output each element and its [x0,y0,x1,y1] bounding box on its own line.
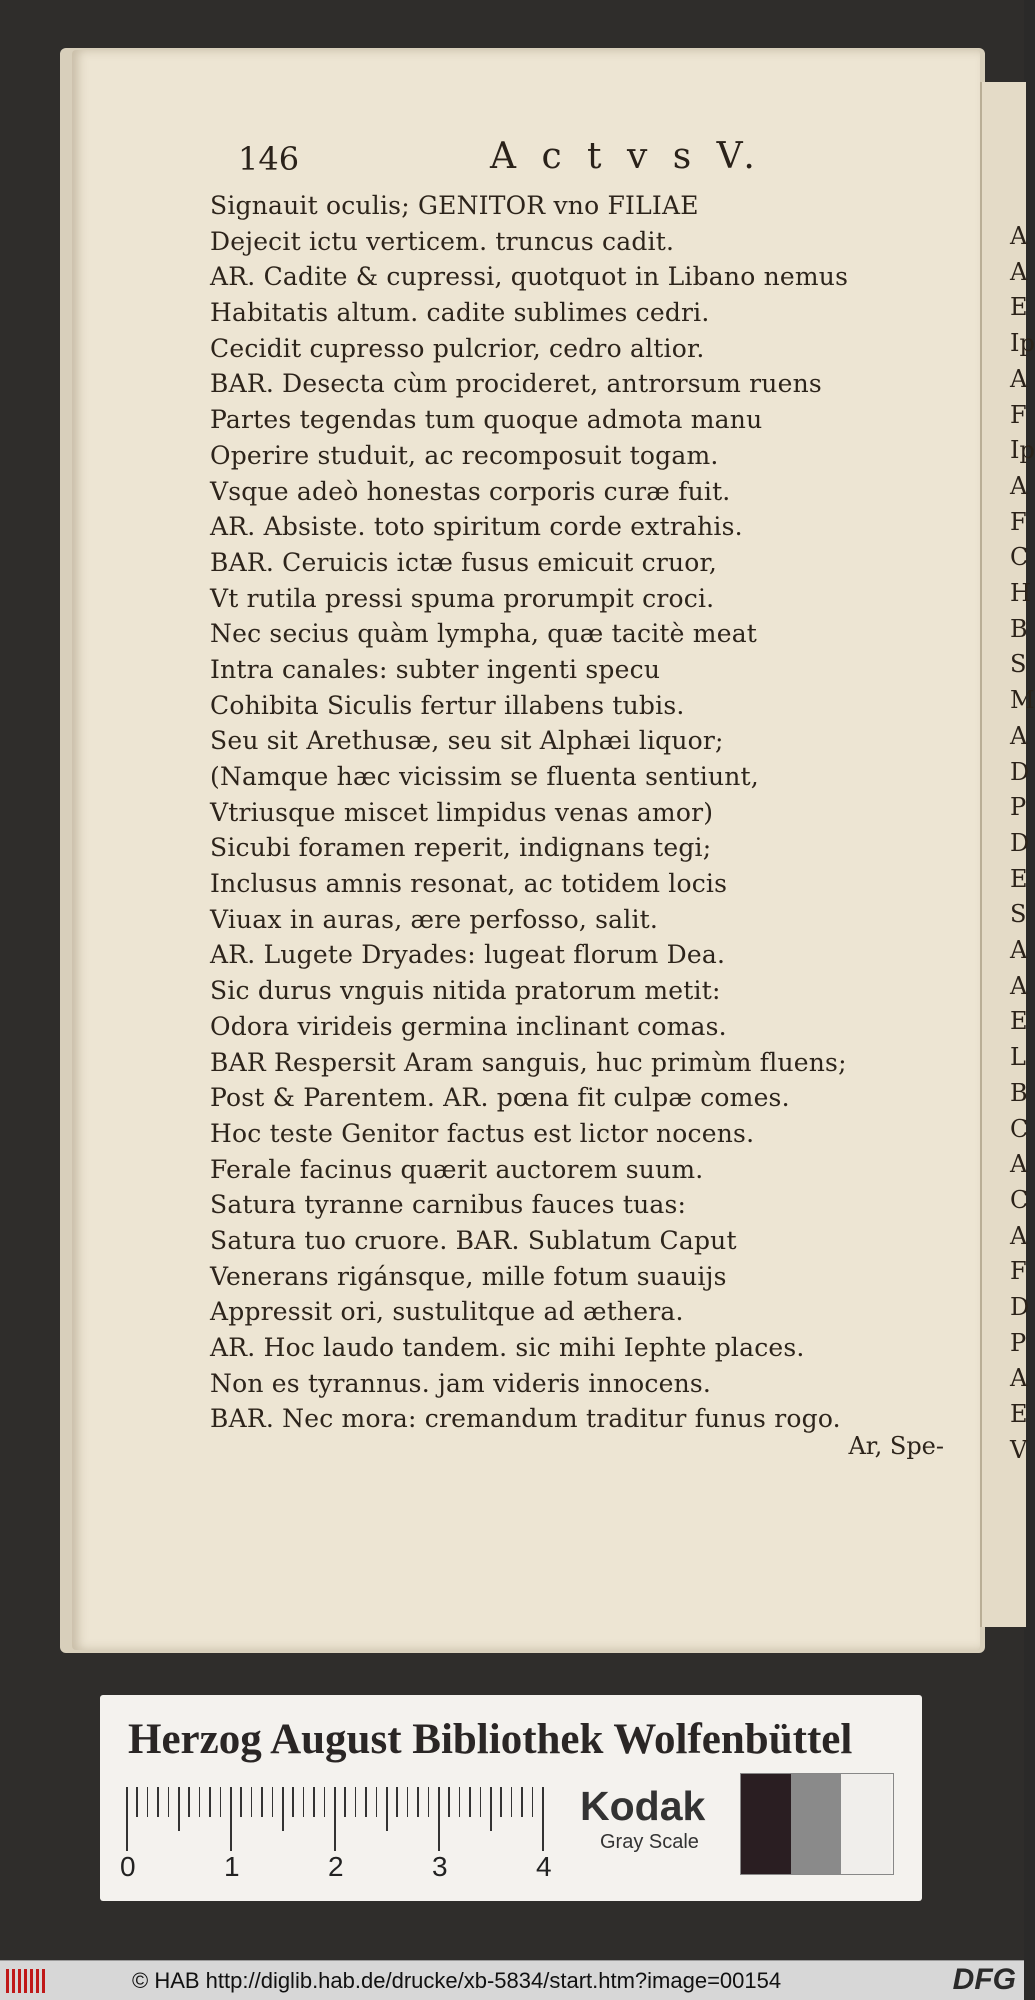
ruler-tick [157,1787,159,1817]
verse-line: Satura tyranne carnibus fauces tuas: [210,1190,687,1220]
verse-line: AR. Lugete Dryades: lugeat florum Dea. [210,940,726,970]
ruler-tick [147,1787,149,1817]
verse-line: Operire studuit, ac recomposuit togam. [210,440,719,470]
facing-page-letter: S [1010,650,1027,679]
ruler-tick [178,1787,180,1831]
facing-page-letter: F [1010,400,1027,429]
verse-line: BAR. Nec mora: cremandum traditur funus rogo. [210,1404,841,1434]
ruler-number: 4 [536,1851,552,1882]
ruler-tick [500,1787,502,1817]
verse-line: Seu sit Arethusæ, seu sit Alphæi liquor; [210,726,724,756]
dfg-logo: DFG [952,1963,1016,1996]
facing-page-letter: D [1010,757,1030,786]
ruler-tick [355,1787,357,1817]
facing-page-letter: B [1010,1078,1028,1107]
ruler-tick [261,1787,263,1817]
ruler-tick [313,1787,315,1817]
facing-page-letter: D [1010,1293,1030,1321]
verse-line: Satura tuo cruore. BAR. Sublatum Caput [210,1225,737,1255]
facing-page-letter: D [1010,828,1030,857]
verse-line: Cohibita Siculis fertur illabens tubis. [210,690,685,720]
color-reference-card [100,1695,922,1901]
verse-line: (Namque hæc vicissim se fluenta sentiunt, [210,762,759,791]
facing-page-letter: C [1010,1114,1029,1143]
hab-logo-icon [6,1969,46,1993]
facing-page-letter: A [1010,936,1028,964]
gray-patch [741,1774,791,1874]
ruler-tick [324,1787,326,1817]
act-title: A c t v s V. [490,136,762,177]
facing-page-letter: E [1010,1007,1028,1036]
facing-page-letter: B [1010,614,1028,643]
ruler-tick [188,1787,190,1817]
ruler-tick [459,1787,461,1817]
running-head [160,136,860,186]
facing-page-letter: M [1010,686,1035,715]
facing-page-letter: E [1010,1400,1028,1429]
ruler-tick [469,1787,471,1817]
facing-page-letter: F [1010,507,1027,536]
verse-line: Non es tyrannus. jam videris innocens. [210,1368,712,1398]
library-name: Herzog August Bibliothek Wolfenbüttel [128,1716,853,1763]
ruler-tick [303,1787,305,1817]
facing-page-letter: H [1010,579,1031,607]
facing-page-letter: C [1010,543,1029,572]
ruler-number: 3 [432,1851,448,1882]
ruler-tick [532,1787,534,1817]
facing-page-letter: A [1010,471,1028,500]
ruler-tick [272,1787,274,1817]
ruler-tick [240,1787,242,1817]
ruler-number: 2 [328,1851,344,1882]
verse-line: Sic durus vnguis nitida pratorum metit: [210,976,721,1006]
ruler-tick [428,1787,430,1817]
verse-line: AR. Cadite & cupressi, quotquot in Libano nemus [210,262,849,292]
ruler-tick [521,1787,523,1817]
verse-text [210,188,950,1437]
facing-page-letter: S [1010,900,1027,929]
verse-line: Viuax in auras, ære perfosso, salit. [210,904,659,934]
verse-line: Ferale facinus quærit auctorem suum. [210,1154,704,1184]
verse-line: BAR. Ceruicis ictæ fusus emicuit cruor, [210,547,718,577]
verse-line: AR. Hoc laudo tandem. sic mihi Iephte places. [210,1333,805,1362]
ruler-tick [251,1787,253,1817]
facing-page-letter: V [1010,1435,1028,1464]
verse-line: Signauit oculis; GENITOR vno FILIAE [210,191,699,220]
ruler-tick [480,1787,482,1817]
verse-line: Nec secius quàm lympha, quæ tacitè meat [210,619,758,649]
ruler-number: 1 [224,1851,240,1882]
gray-scale-patches [740,1773,894,1875]
verse-line: Post & Parentem. AR. pœna fit culpæ comes. [210,1083,790,1113]
verse-line: BAR. Desecta cùm procideret, antrorsum ruens [210,369,822,399]
verse-line: Intra canales: subter ingenti specu [210,654,661,684]
footer-bar [0,1960,1024,2000]
facing-page-letter: A [1010,222,1028,250]
kodak-brand: Kodak [580,1783,706,1829]
ruler-tick [386,1787,388,1831]
ruler-tick [511,1787,513,1817]
gray-patch [841,1774,891,1874]
ruler-tick [220,1787,222,1817]
facing-page-letter: A [1010,1364,1028,1393]
facing-page-letter: A [1010,1221,1028,1250]
ruler-number: 0 [120,1851,136,1882]
ruler-tick [396,1787,398,1817]
ruler-tick [376,1787,378,1817]
facing-page-letter: A [1010,971,1028,1000]
verse-line: BAR Respersit Aram sanguis, huc primùm fluens; [210,1047,847,1077]
facing-page-letter: P [1010,793,1027,822]
facing-page-letter: P [1010,1328,1027,1357]
verse-line: Hoc teste Genitor factus est lictor nocens. [210,1118,755,1148]
verse-line: Inclusus amnis resonat, ac totidem locis [210,869,728,899]
ruler-tick [230,1787,232,1851]
gray-patch [791,1774,841,1874]
verse-line: Habitatis altum. cadite sublimes cedri. [210,298,710,328]
ruler-tick [282,1787,284,1831]
facing-page-edge [980,82,1035,1627]
facing-page-letter: Ip [1010,436,1035,465]
verse-line: Dejecit ictu verticem. truncus cadit. [210,226,675,256]
ruler-tick [365,1787,367,1817]
gray-scale-label: Gray Scale [600,1831,699,1853]
facing-page-letter: L [1010,1043,1026,1072]
facing-page-letter: F [1010,1257,1027,1286]
verse-line: Vsque adeò honestas corporis curæ fuit. [210,476,731,506]
facing-page-letter: E [1010,293,1028,322]
verse-line: Partes tegendas tum quoque admota manu [210,405,763,435]
catchword: Ar, Spe- [848,1432,944,1460]
ruler-tick [438,1787,440,1851]
facing-page-letter: C [1010,1185,1029,1214]
ruler-tick [168,1787,170,1817]
verse-line: Appressit ori, sustulitque ad æthera. [210,1297,684,1327]
ruler-tick [126,1787,128,1851]
facing-page-letter: Ip [1010,329,1035,358]
verse-line: Cecidit cupresso pulcrior, cedro altior. [210,333,705,363]
ruler-tick [490,1787,492,1831]
facing-page-letter: A [1010,1150,1028,1179]
ruler-tick [542,1787,544,1851]
facing-page-letter: A [1010,257,1028,286]
ruler-tick [209,1787,211,1817]
facing-page-letter: A [1010,721,1028,750]
verse-line: Venerans rigánsque, mille fotum suauijs [210,1261,727,1291]
ruler-tick [292,1787,294,1817]
measurement-ruler [120,1787,552,1891]
facing-page-letter: E [1010,864,1028,893]
source-url-link[interactable]: © HAB http://diglib.hab.de/drucke/xb-5834/start.htm?image=00154 [132,1968,782,1993]
verse-line: Vtriusque miscet limpidus venas amor) [210,797,714,827]
verse-line: AR. Absiste. toto spiritum corde extrahis. [210,512,743,542]
ruler-tick [199,1787,201,1817]
verse-line: Odora virideis germina inclinant comas. [210,1011,727,1041]
ruler-tick [136,1787,138,1817]
ruler-tick [448,1787,450,1817]
ruler-tick [344,1787,346,1817]
ruler-tick [407,1787,409,1817]
page-number: 146 [238,140,300,178]
verse-line: Vt rutila pressi spuma prorumpit croci. [210,583,715,613]
facing-page-letter: A [1010,364,1028,393]
ruler-tick [417,1787,419,1817]
ruler-tick [334,1787,336,1851]
verse-line: Sicubi foramen reperit, indignans tegi; [210,833,712,863]
